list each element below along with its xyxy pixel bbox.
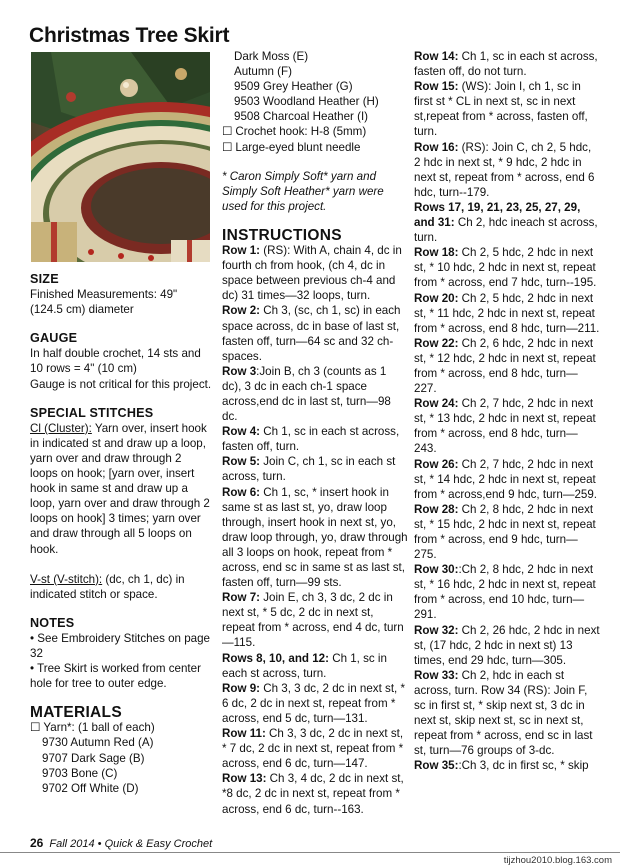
yarn-color: 9730 Autumn Red (A) [42,736,154,750]
gauge-heading: GAUGE [30,331,78,346]
yarn-color: 9509 Grey Heather (G) [234,80,353,94]
row-text: Ch 2, 26 hdc, 2 hdc in next st, (17 hdc, 2 hdc in next st) 13 times, end 29 hdc, turn—305. [414,623,600,667]
row-text: Ch 2, 6 hdc, 2 hdc in next st, * 12 hdc, 2 hdc in next st, repeat from * across, end 8 hdc, turn—227. [414,336,596,396]
notes-section [30,616,212,691]
yarn-color: 9503 Woodland Heather (H) [234,95,379,109]
instruction-row [222,424,408,454]
yarn-footnote: * Caron Simply Soft* yarn and Simply Soft Heather* yarn were used for this project. [222,169,384,213]
row-label: Row 11: [222,727,266,741]
vstitch-term: V-st (V-stitch): [30,572,103,586]
instruction-row [414,291,600,336]
row-label: Row 2: [222,304,261,318]
instruction-row [414,245,600,290]
row-text: Ch 2, 5 hdc, 2 hdc in next st, * 11 hdc, 2 hdc in next st, repeat from * across, end 8 hdc, turn—211. [414,291,600,335]
instruction-row [222,651,408,681]
row-label: Rows 8, 10, and 12: [222,651,329,665]
yarn-color: 9702 Off White (D) [42,781,139,795]
row-text: Ch 2, 7 hdc, 2 hdc in next st, * 13 hdc, 2 hdc in next st, repeat from * across, end 8 hdc, turn—243. [414,397,596,456]
row-text: Ch 1, sc in each st across, fasten off, turn. [222,425,400,454]
vstitch-text: (dc, ch 1, dc) in indicated stitch or space. [30,572,185,601]
yarn-color: Autumn (F) [234,65,292,79]
instruction-row [222,485,408,591]
instruction-row [414,562,600,622]
row-text: Ch 2, 5 hdc, 2 hdc in next st, * 10 hdc, 2 hdc in next st, repeat from * across, end 7 hdc, turn--195. [414,246,597,290]
row-text: :Ch 3, dc in first sc, * skip [458,759,589,773]
yarn-color: 9508 Charcoal Heather (I) [234,110,369,124]
gauge-section [30,331,212,391]
hook-item: ☐ Crochet hook: H-8 (5mm) [222,124,408,139]
row-label: Row 26: [414,457,459,471]
row-text: (WS): Join I, ch 1, sc in first st * CL in next st, sc in next st,repeat from * across, fasten off, turn. [414,80,588,139]
size-section [30,272,212,317]
note-item: • See Embroidery Stitches on page 32 [30,631,210,660]
page-title: Christmas Tree Skirt [29,24,230,47]
row-label: Row 3 [222,364,257,378]
row-text: Ch 1, sc, * insert hook in same st as last st, yo, draw loop through, insert hook in next st, yo, draw loop through, yo, draw through all 3 loops on hook, repeat from * across, end sc in same st as last st, fasten off, turn—99 sts. [222,485,408,590]
row-text: Join C, ch 1, sc in each st across, turn. [222,455,396,484]
note-item: • Tree Skirt is worked from center hole for tree to outer edge. [30,662,201,691]
cluster-term: Cl (Cluster): [30,421,92,435]
row-text: Ch 2, hdc in each st across, turn. Row 34 (RS): Join F, sc in first st, * skip next st, 3 dc in next st, skip next st, sc in next st, repeat from * across, end sc in last st, turn—76 groups of 3-dc. [414,668,593,758]
instruction-row [222,364,408,424]
row-label: Row 1: [222,244,261,258]
row-label: Row 20: [414,291,459,305]
instruction-row [414,502,600,562]
yarn-color: 9703 Bone (C) [42,766,118,780]
instruction-row [222,303,408,363]
instruction-row [414,79,600,139]
yarn-intro: ☐ Yarn*: (1 ball of each) [30,720,212,735]
row-label: Row 9: [222,681,261,695]
instruction-row [414,49,600,79]
issue-line: Fall 2014 • Quick & Easy Crochet [49,838,213,850]
instruction-row [414,140,600,200]
row-label: Row 22: [414,336,459,350]
yarn-color: Dark Moss (E) [234,50,309,63]
row-label: Row 30: [414,563,459,577]
row-label: Row 32: [414,623,459,637]
row-text: Ch 1, sc in each st across, turn. [222,651,387,680]
row-label: Row 24: [414,397,459,411]
instruction-row [414,668,600,759]
cluster-text: Yarn over, insert hook in indicated st and draw up a loop, yarn over and draw through 2 loops on hook; [yarn over, insert hook in same st and draw up a loop, yarn over and draw through 2 loops on hook] 3 times; yarn over and draw through all 5 loops on hook. [30,421,210,556]
row-label: Row 16: [414,140,459,154]
instruction-rows [222,243,408,817]
instruction-row [222,243,408,303]
row-label: Row 6: [222,485,261,499]
column-right [414,49,600,774]
row-text: Ch 2, hdc ineach st across, turn. [414,216,598,245]
materials-section [30,705,212,796]
gauge-text: In half double crochet, 14 sts and 10 rows = 4" (10 cm) [30,347,201,376]
instruction-row [222,681,408,726]
instruction-row [414,396,600,456]
row-text: Ch 3, 3 dc, 2 dc in next st, * 6 dc, 2 dc in next st, repeat from * across, end 5 dc, turn—131. [222,681,406,725]
instruction-row [414,200,600,245]
instruction-row [222,454,408,484]
page-number: 26 [30,836,44,850]
row-label: Rows 17, 19, 21, 23, 25, 27, 29, and 31: [414,200,581,230]
instructions-heading: INSTRUCTIONS [222,226,342,244]
needle-item: ☐ Large-eyed blunt needle [222,140,408,155]
size-text: Finished Measurements: 49" (124.5 cm) diameter [30,288,178,317]
row-label: Row 13: [222,772,267,786]
row-label: Row 7: [222,591,261,605]
instruction-row [222,771,408,816]
row-text: Ch 3, (sc, ch 1, sc) in each space across, dc in base of last st, fasten off, turn—64 sc and 32 ch-spaces. [222,304,401,363]
row-text: Ch 2, 8 hdc, 2 hdc in next st, * 15 hdc, 2 hdc in next st, repeat from * across, end 9 hdc, turn—275. [414,502,596,562]
special-stitches-heading: SPECIAL STITCHES [30,405,154,420]
column-left [30,272,212,796]
row-label: Row 5: [222,455,261,469]
row-label: Row 35: [414,759,459,773]
vstitch-definition [30,572,212,602]
instruction-row [414,623,600,668]
row-text: :Join B, ch 3 (counts as 1 dc), 3 dc in each ch-1 space across,end dc in last st, turn—98 dc. [222,364,391,424]
cluster-definition [30,421,212,557]
column-middle [222,49,408,817]
yarn-color: 9707 Dark Sage (B) [42,751,145,765]
size-heading: SIZE [30,272,59,286]
row-label: Row 28: [414,502,459,516]
notes-heading: NOTES [30,615,75,630]
row-label: Row 33: [414,668,459,682]
tree-skirt-photo [31,52,210,262]
materials-heading: MATERIALS [30,704,122,722]
row-text: :Ch 2, 8 hdc, 2 hdc in next st, * 16 hdc, 2 hdc in next st, repeat from * across, end 10 hdc, turn—291. [414,563,596,622]
gauge-note: Gauge is not critical for this project. [30,377,212,391]
row-text: Ch 3, 3 dc, 2 dc in next st, * 7 dc, 2 dc in next st, repeat from * across, end 6 dc, turn—147. [222,727,404,771]
row-label: Row 15: [414,80,459,94]
instruction-row [414,457,600,502]
page-footer [30,836,212,850]
row-text: Ch 1, sc in each st across, fasten off, do not turn. [414,50,598,79]
row-label: Row 14: [414,50,459,63]
watermark: tijzhou2010.blog.163.com [503,855,612,866]
row-label: Row 18: [414,246,459,260]
instruction-row [414,758,600,773]
row-text: Join E, ch 3, 3 dc, 2 dc in next st, * 5 dc, 2 dc in next st, repeat from * across, end 4 dc, turn—115. [222,591,404,650]
row-text: Ch 3, 4 dc, 2 dc in next st, *8 dc, 2 dc in next st, repeat from * across, end 6 dc, turn--163. [222,772,404,816]
footer-divider [0,852,620,853]
instruction-row [222,590,408,650]
instruction-row [414,336,600,396]
row-text: (RS): Join C, ch 2, 5 hdc, 2 hdc in next st, * 9 hdc, 2 hdc in next st, repeat from * across, end 6 hdc, turn--179. [414,140,595,199]
instruction-rows [414,49,600,774]
special-stitches-section [30,406,212,602]
row-text: Ch 2, 7 hdc, 2 hdc in next st, * 14 hdc, 2 hdc in next st, repeat from * across,end 9 hdc, turn—259. [414,457,598,501]
row-label: Row 4: [222,425,261,439]
instruction-row [222,726,408,771]
row-text: (RS): With A, chain 4, dc in fourth ch from hook, (ch 4, dc in space between previous ch-4 and dc) 31 times—32 loops, turn. [222,244,402,303]
